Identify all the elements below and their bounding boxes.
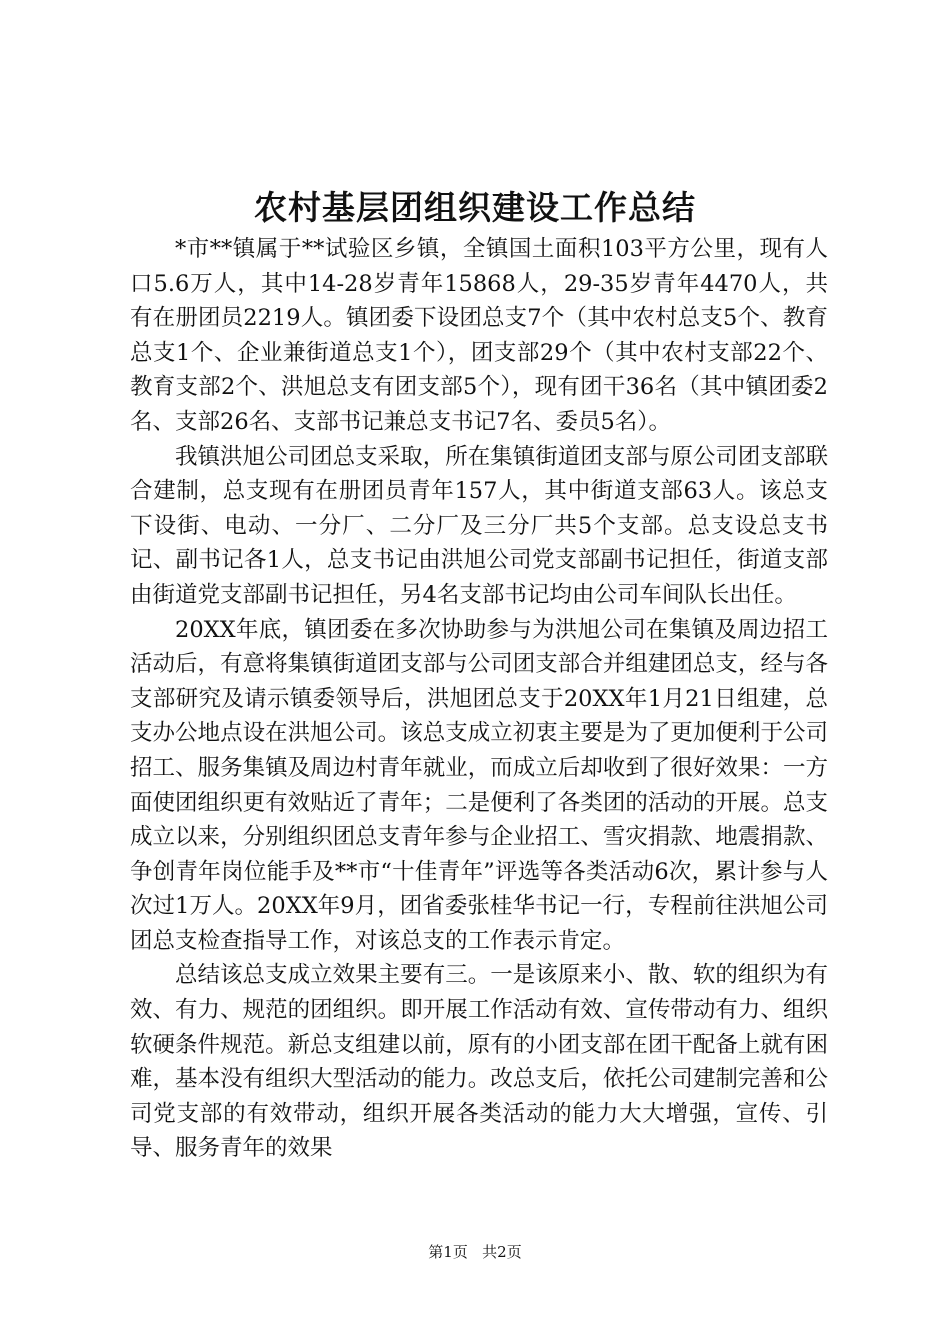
paragraph-3: 20XX年底，镇团委在多次协助参与为洪旭公司在集镇及周边招工活动后，有意将集镇街道团支部与公司团支部合并组建团总支，经与各支部研究及请示镇委领导后，洪旭团总支于20XX年1月21日组建，总支办公地点设在洪旭公司。该总支成立初衷主要是为了更加便利于公司招工、服务集镇及周边村青年就业，而成立后却收到了很好效果：一方面使团组织更有效贴近了青年；二是便利了各类团的活动的开展。总支成立以来，分别组织团总支青年参与企业招工、雪灾捐款、地震捐款、争创青年岗位能手及**市“十佳青年”评选等各类活动6次，累计参与人次过1万人。20XX年9月，团省委张桂华书记一行，专程前往洪旭公司团总支检查指导工作，对该总支的工作表示肯定。: [130, 616, 828, 954]
paragraph-2: 我镇洪旭公司团总支采取，所在集镇街道团支部与原公司团支部联合建制，总支现有在册团员青年157人，其中街道支部63人。该总支下设街、电动、一分厂、二分厂及三分厂共5个支部。总支设总支书记、副书记各1人，总支书记由洪旭公司党支部副书记担任，街道支部由街道党支部副书记担任，另4名支部书记均由公司车间队长出任。: [130, 443, 828, 608]
paragraph-1: *市**镇属于**试验区乡镇，全镇国土面积103平方公里，现有人口5.6万人，其中14-28岁青年15868人，29-35岁青年4470人，共有在册团员2219人。镇团委下设团总支7个（其中农村总支5个、教育总支1个、企业兼街道总支1个），团支部29个（其中农村支部22个、教育支部2个、洪旭总支有团支部5个），现有团干36名（其中镇团委2名、支部26名、支部书记兼总支书记7名、委员5名）。: [130, 236, 828, 435]
page-total: 共2页: [482, 1243, 522, 1261]
paragraph-4: 总结该总支成立效果主要有三。一是该原来小、散、软的组织为有效、有力、规范的团组织。即开展工作活动有效、宣传带动有力、组织软硬条件规范。新总支组建以前，原有的小团支部在团干配备上就有困难，基本没有组织大型活动的能力。改总支后，依托公司建制完善和公司党支部的有效带动，组织开展各类活动的能力大大增强，宣传、引导、服务青年的效果: [130, 962, 828, 1162]
document-title: 农村基层团组织建设工作总结: [254, 188, 696, 227]
page-separator: [473, 1243, 478, 1261]
document-body: [130, 232, 828, 1166]
page-footer: [0, 1242, 950, 1262]
page-number: 第1页: [428, 1243, 468, 1261]
